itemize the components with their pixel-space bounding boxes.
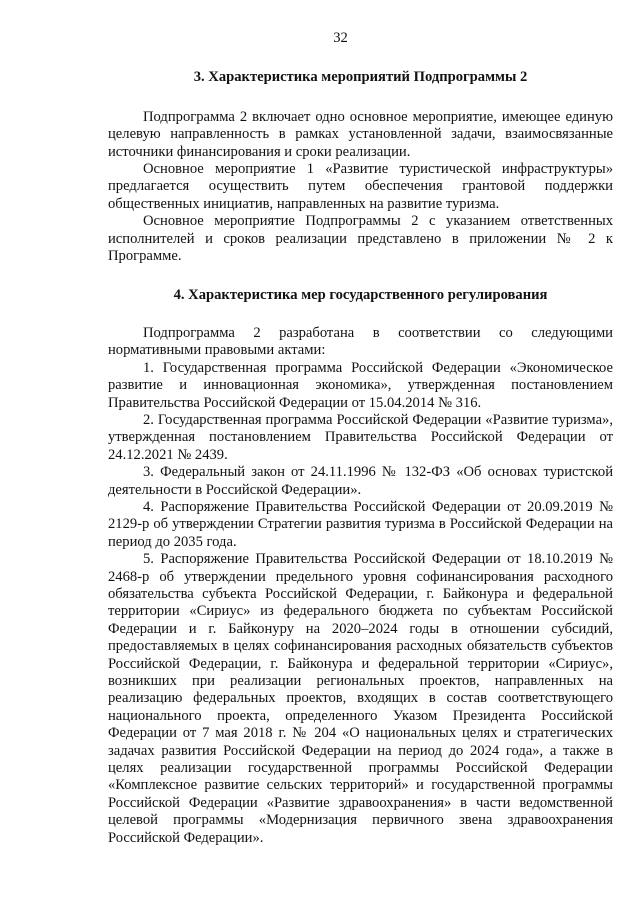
section-3-paragraph-2: Основное мероприятие 1 «Развитие туристической инфраструктуры» предлагается осуществить путем обеспечения грантовой поддержки общественных инициатив, направленных на развитие туризма.: [108, 161, 613, 212]
legal-act-item-1: 1. Государственная программа Российской Федерации «Экономическое развитие и инновационная экономика», утвержденная постановлением Правительства Российской Федерации от 15.04.2014 № 316.: [108, 359, 613, 411]
section-3-paragraph-1: Подпрограмма 2 включает одно основное мероприятие, имеющее единую целевую направленность в рамках установленной задачи, взаимосвязанные источники финансирования и сроки реализации.: [108, 108, 613, 160]
section-4-intro: Подпрограмма 2 разработана в соответствии со следующими нормативными правовыми актами:: [108, 324, 613, 359]
legal-act-item-4: 4. Распоряжение Правительства Российской Федерации от 20.09.2019 № 2129-р об утверждении Стратегии развития туризма в Российской Федерации на период до 2035 года.: [108, 498, 613, 550]
legal-act-item-2: 2. Государственная программа Российской Федерации «Развитие туризма», утвержденная постановлением Правительства Российской Федерации от 24.12.2021 № 2439.: [108, 411, 613, 463]
legal-act-item-3: 3. Федеральный закон от 24.11.1996 № 132-ФЗ «Об основах туристской деятельности в Российской Федерации».: [108, 464, 613, 498]
page-number: 32: [333, 30, 348, 46]
section-3-title: 3. Характеристика мероприятий Подпрограммы 2: [193, 69, 528, 86]
section-4-title: 4. Характеристика мер государственного регулирования: [173, 287, 548, 304]
legal-act-item-5: 5. Распоряжение Правительства Российской Федерации от 18.10.2019 № 2468-р об утверждении предельного уровня софинансирования расходного обязательства субъекта Российской Федерации, г. Байконура и федеральной территории «Сириус» из федерального бюджета по субъектам Российской Федерации и г. Байконуру на 2020–2024 годы в отношении субсидий, предоставляемых в целях софинансирования расходных обязательств субъектов Российской Федерации, г. Байконура и федеральной территории «Сириус», возникших при реализации региональных проектов, направленных на реализацию федеральных проектов, входящих в состав соответствующего национального проекта, определенного Указом Президента Российской Федерации от 7 мая 2018 г. № 204 «О национальных целях и стратегических задачах развития Российской Федерации на период до 2024 года», а также в целях реализации государственной программы Российской Федерации «Комплексное развитие сельских территорий» и государственной программы Российской Федерации «Развитие здравоохранения» в части ведомственной целевой программы «Модернизация первичного звена здравоохранения Российской Федерации».: [108, 551, 613, 846]
section-3-paragraph-3: Основное мероприятие Подпрограммы 2 с указанием ответственных исполнителей и сроков реализации представлено в приложении № 2 к Программе.: [108, 213, 613, 265]
